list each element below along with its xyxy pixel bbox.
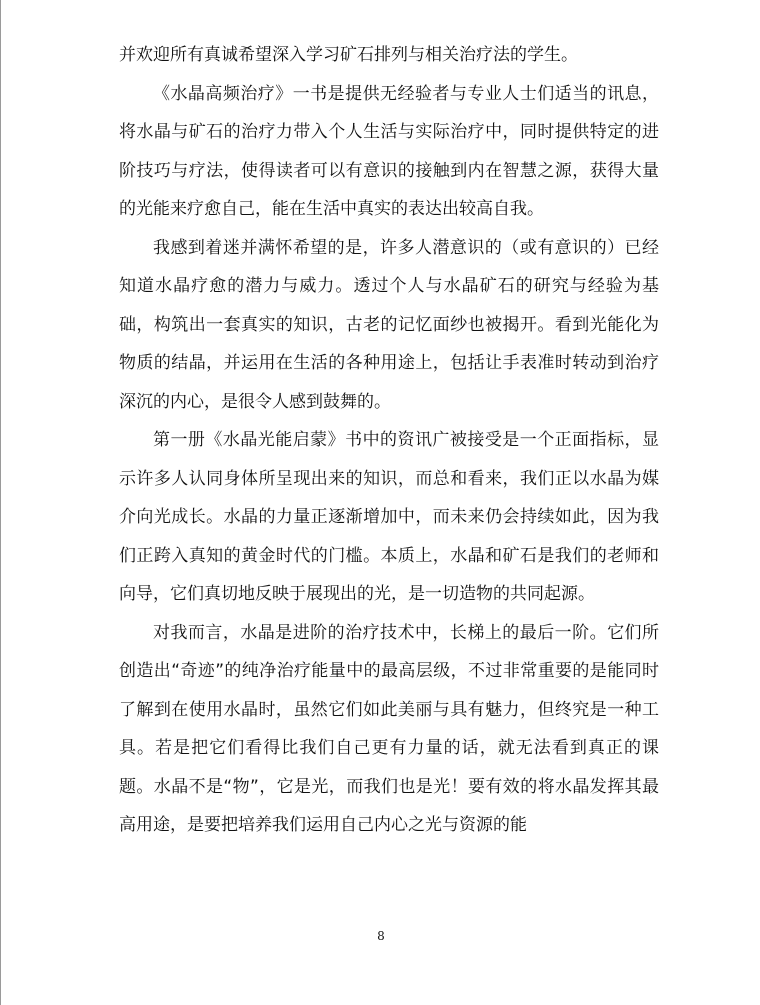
page-number: 8 — [377, 929, 385, 943]
body-text — [119, 36, 659, 845]
paragraph: 《水晶高频治疗》一书是提供无经验者与专业人士们适当的讯息，将水晶与矿石的治疗力带入个人生活与实际治疗中，同时提供特定的进阶技巧与疗法，使得读者可以有意识的接触到内在智慧之源，获得大量的光能来疗愈自己，能在生活中真实的表达出较高自我。 — [119, 83, 659, 219]
paragraph: 第一册《水晶光能启蒙》书中的资讯广被接受是一个正面指标，显示许多人认同身体所呈现出来的知识，而总和看来，我们正以水晶为媒介向光成长。水晶的力量正逐渐增加中，而未来仍会持续如此，因为我们正跨入真知的黄金时代的门槛。本质上，水晶和矿石是我们的老师和向导，它们真切地反映于展现出的光，是一切造物的共同起源。 — [119, 430, 659, 604]
paragraph: 对我而言，水晶是进阶的治疗技术中，长梯上的最后一阶。它们所创造出“奇迹”的纯净治疗能量中的最高层级，不过非常重要的是能同时了解到在使用水晶时，虽然它们如此美丽与具有魅力，但终究是一种工具。若是把它们看得比我们自己更有力量的话，就无法看到真正的课题。水晶不是“物”，它是光，而我们也是光！要有效的将水晶发挥其最高用途，是要把培养我们运用自己内心之光与资源的能 — [119, 622, 659, 835]
paragraph: 并欢迎所有真诚希望深入学习矿石排列与相关治疗法的学生。 — [119, 45, 578, 65]
paragraph: 我感到着迷并满怀希望的是，许多人潜意识的（或有意识的）已经知道水晶疗愈的潜力与威力。透过个人与水晶矿石的研究与经验为基础，构筑出一套真实的知识，古老的记忆面纱也被揭开。看到光能化为物质的结晶，并运用在生活的各种用途上，包括让手表准时转动到治疗深沉的内心，是很令人感到鼓舞的。 — [119, 237, 659, 412]
